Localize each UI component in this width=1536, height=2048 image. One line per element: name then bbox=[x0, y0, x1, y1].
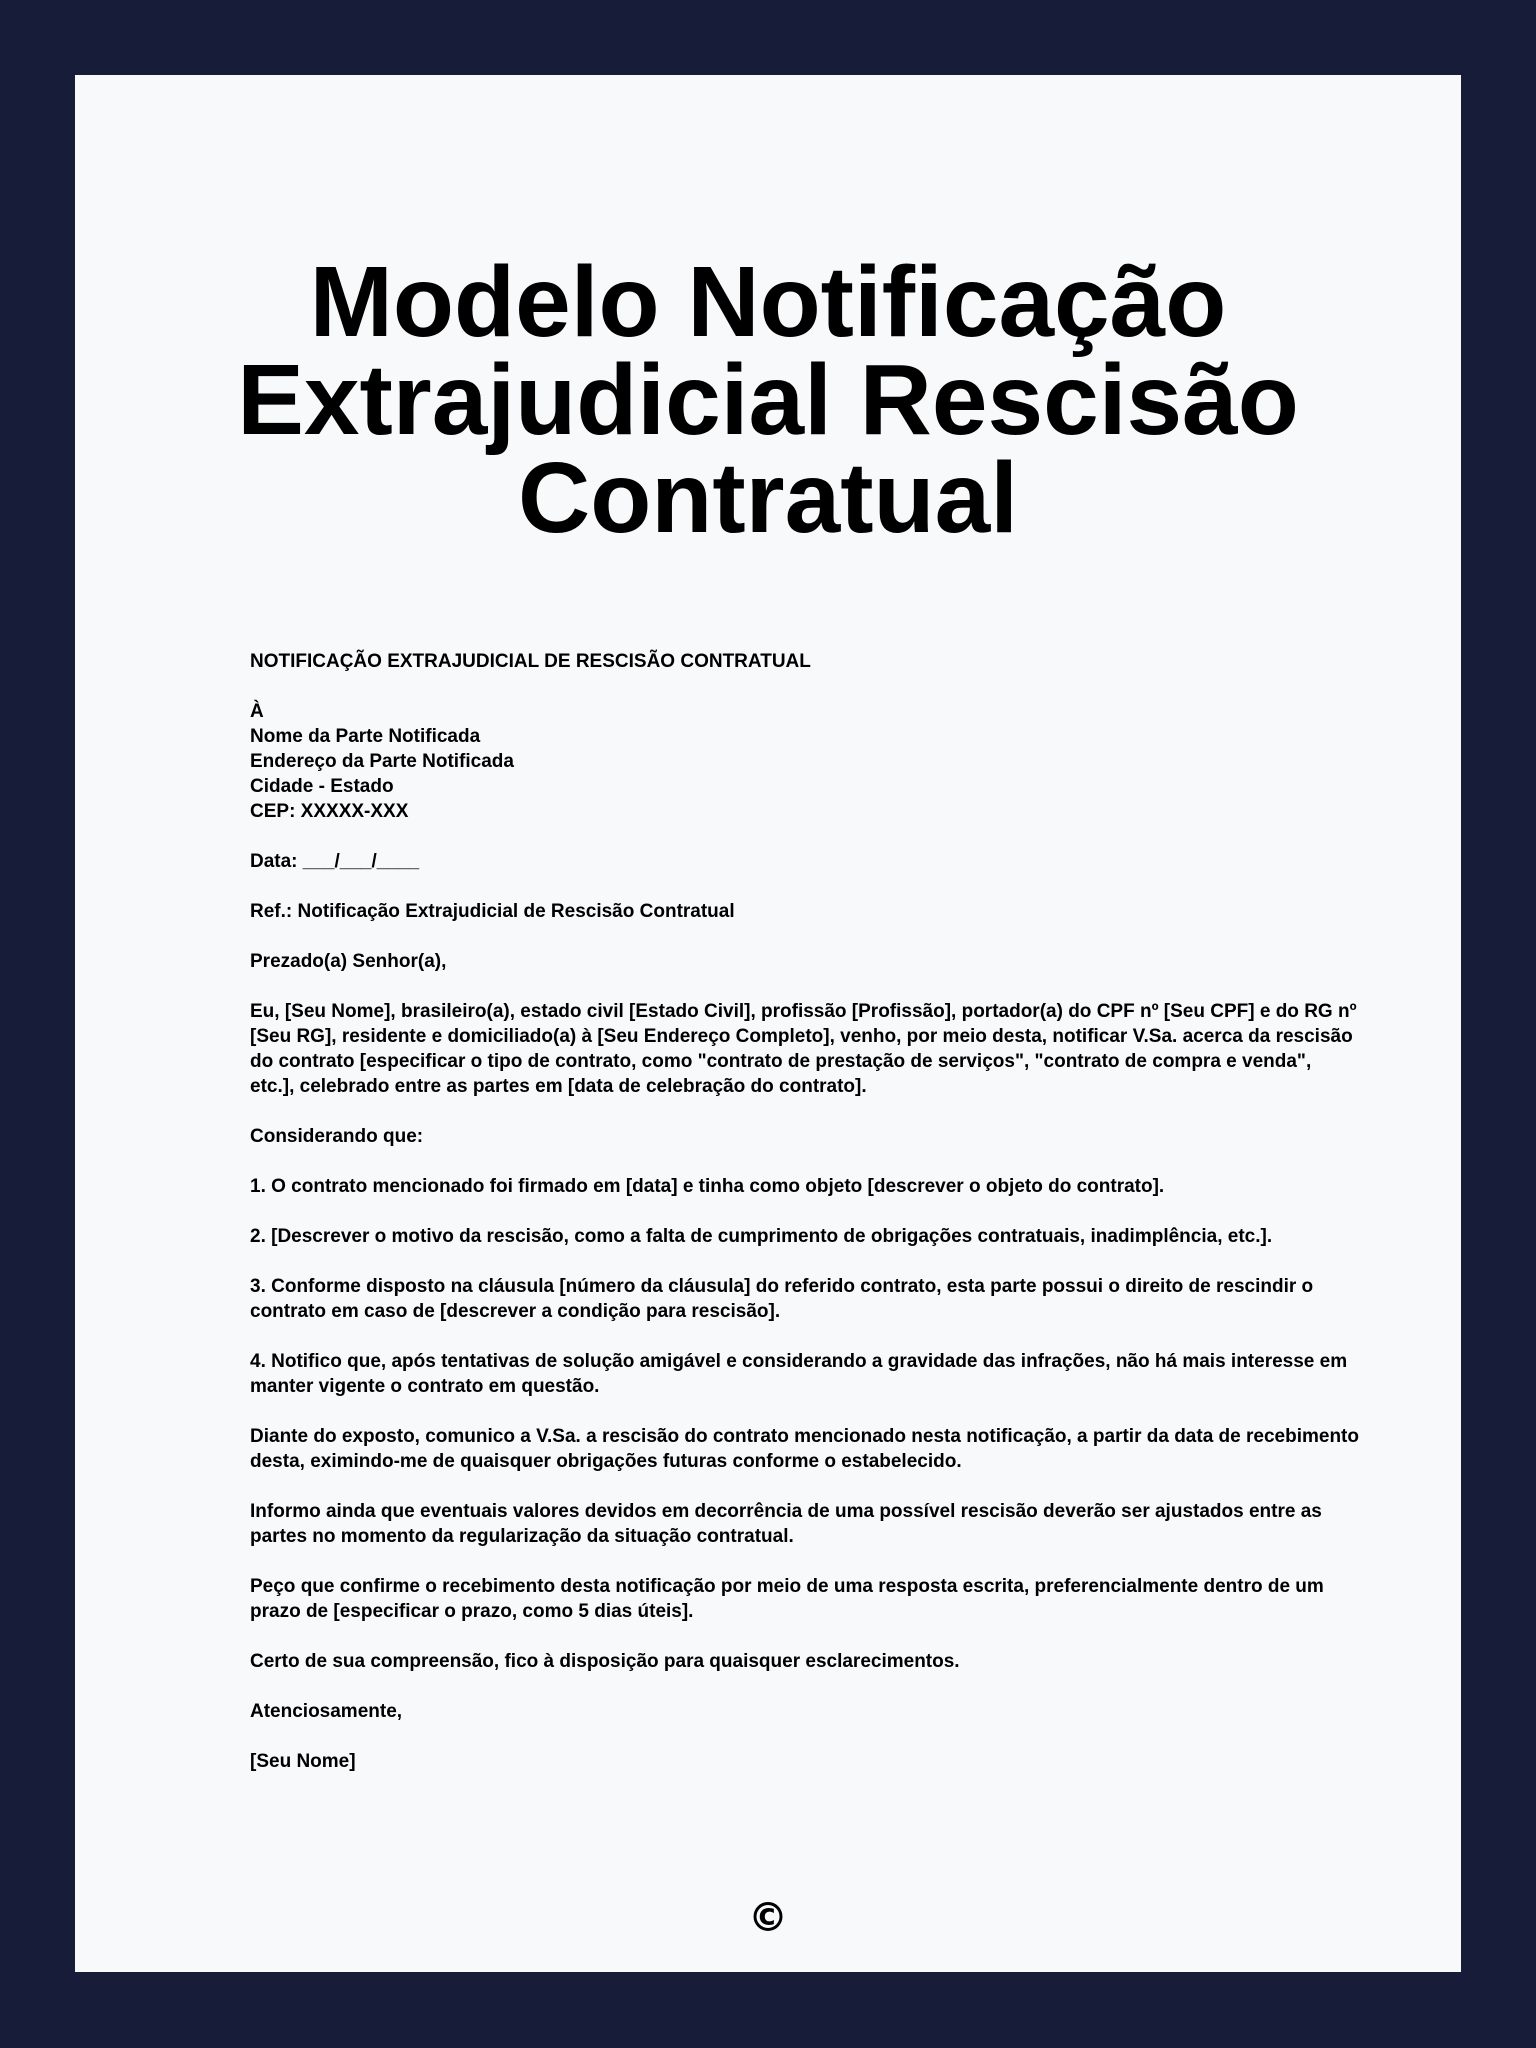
date-line: Data: ___/___/____ bbox=[250, 851, 420, 872]
signoff: Atenciosamente, bbox=[250, 1701, 403, 1722]
recipient-city-state: Cidade - Estado bbox=[250, 776, 394, 797]
closing-paragraph: Certo de sua compreensão, fico à disposição para quaisquer esclarecimentos. bbox=[250, 1651, 960, 1672]
considering-line: Considerando que: bbox=[250, 1126, 424, 1147]
signature: [Seu Nome] bbox=[250, 1751, 356, 1772]
valores-paragraph: Informo ainda que eventuais valores devidos em decorrência de uma possível rescisão deverão ser ajustados entre as partes no momento da regularização da situação contratual. bbox=[250, 1501, 1322, 1547]
copyright-icon: © bbox=[748, 1895, 788, 1941]
recipient-block bbox=[250, 699, 1360, 824]
confirm-paragraph: Peço que confirme o recebimento desta notificação por meio de uma resposta escrita, preferencialmente dentro de um prazo de [especificar o prazo, como 5 dias úteis]. bbox=[250, 1576, 1324, 1622]
intro-paragraph: Eu, [Seu Nome], brasileiro(a), estado civil [Estado Civil], profissão [Profissão], portador(a) do CPF nº [Seu CPF] e do RG nº [Seu RG], residente e domiciliado(a) à [Seu Endereço Completo], venho, por meio desta, notificar V.Sa. acerca da rescisão do contrato [especificar o tipo de contrato, como "contrato de prestação de serviços", "contrato de compra e venda", etc.], celebrado entre as partes em [data de celebração do contrato]. bbox=[250, 1001, 1357, 1097]
exposto-paragraph: Diante do exposto, comunico a V.Sa. a rescisão do contrato mencionado nesta notificação, a partir da data de recebimento desta, eximindo-me de quaisquer obrigações futuras conforme o estabelecido. bbox=[250, 1426, 1359, 1472]
recipient-address: Endereço da Parte Notificada bbox=[250, 751, 514, 772]
letter-body bbox=[250, 649, 1360, 1799]
recipient-name: Nome da Parte Notificada bbox=[250, 726, 481, 747]
document-title: Modelo Notificação Extrajudicial Rescisão Contratual bbox=[237, 246, 1299, 554]
salutation: Prezado(a) Senhor(a), bbox=[250, 951, 447, 972]
recipient-cep: CEP: XXXXX-XXX bbox=[250, 801, 409, 822]
reference-line: Ref.: Notificação Extrajudicial de Rescisão Contratual bbox=[250, 901, 735, 922]
item-1: 1. O contrato mencionado foi firmado em [data] e tinha como objeto [descrever o objeto do contrato]. bbox=[250, 1176, 1165, 1197]
item-2: 2. [Descrever o motivo da rescisão, como a falta de cumprimento de obrigações contratuais, inadimplência, etc.]. bbox=[250, 1226, 1273, 1247]
item-3: 3. Conforme disposto na cláusula [número da cláusula] do referido contrato, esta parte possui o direito de rescindir o contrato em caso de [descrever a condição para rescisão]. bbox=[250, 1276, 1314, 1322]
letter-heading: NOTIFICAÇÃO EXTRAJUDICIAL DE RESCISÃO CONTRATUAL bbox=[250, 651, 811, 672]
document-page bbox=[75, 75, 1461, 1972]
item-4: 4. Notifico que, após tentativas de solução amigável e considerando a gravidade das infrações, não há mais interesse em manter vigente o contrato em questão. bbox=[250, 1351, 1348, 1397]
recipient-to: À bbox=[250, 701, 264, 722]
